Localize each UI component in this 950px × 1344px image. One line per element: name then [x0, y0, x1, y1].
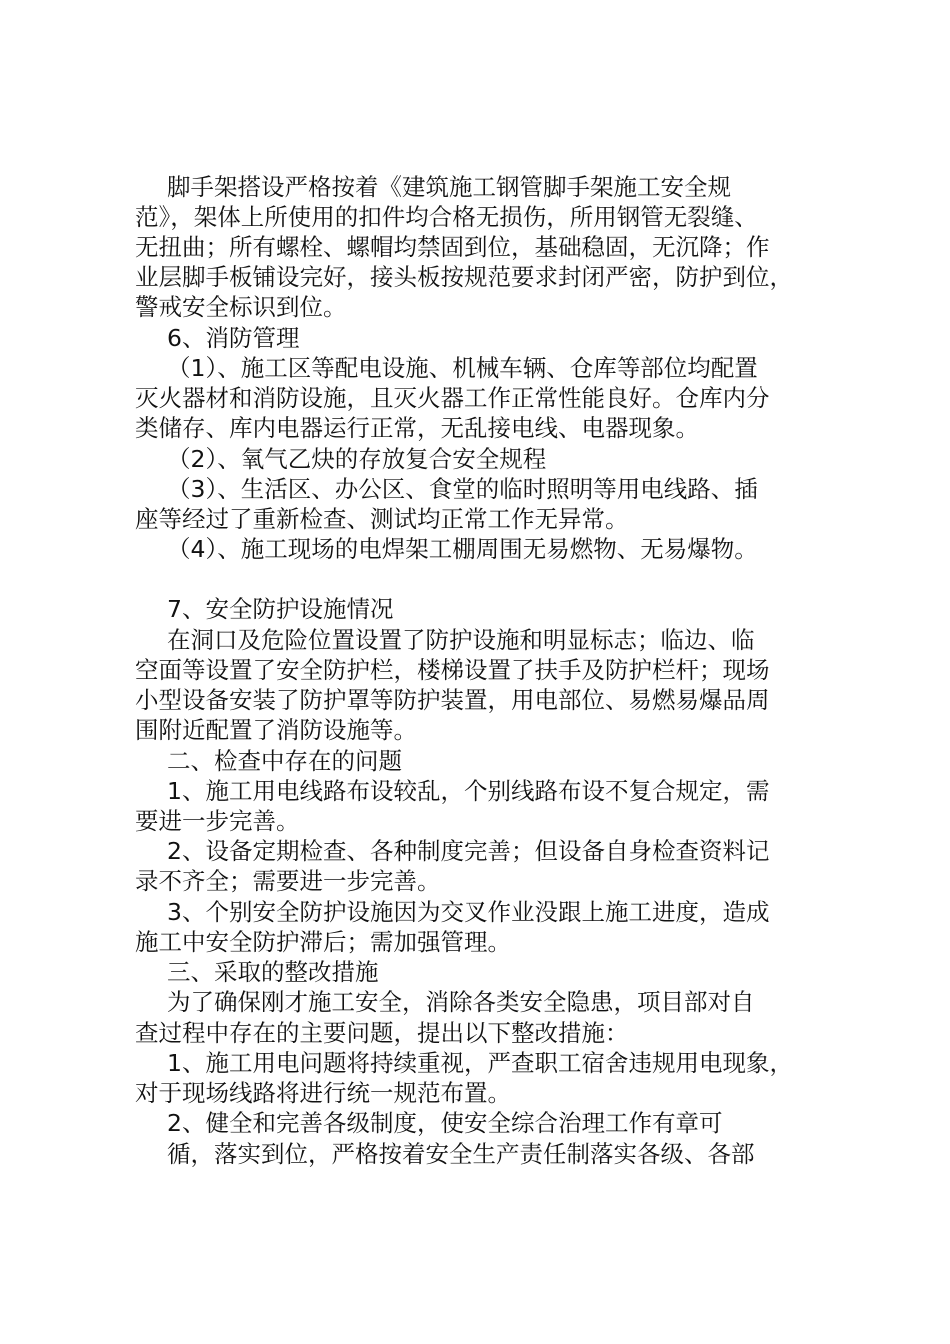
text-line: 灭火器材和消防设施，且灭火器工作正常性能良好。仓库内分: [135, 384, 770, 412]
text-line: 警戒安全标识到位。: [135, 293, 347, 321]
text-line: （4）、施工现场的电焊架工棚周围无易燃物、无易爆物。: [167, 535, 758, 563]
text-line: 类储存、库内电器运行正常，无乱接电线、电器现象。: [135, 414, 699, 442]
text-line: 1、施工用电线路布设较乱，个别线路布设不复合规定，需: [167, 777, 770, 805]
text-line: 在洞口及危险位置设置了防护设施和明显标志；临边、临: [167, 626, 755, 654]
section-heading: 二、检查中存在的问题: [167, 747, 402, 775]
section-heading: 6、消防管理: [167, 324, 300, 352]
text-line: 对于现场线路将进行统一规范布置。: [135, 1079, 511, 1107]
text-line: 录不齐全；需要进一步完善。: [135, 867, 441, 895]
text-line: 小型设备安装了防护罩等防护装置，用电部位、易燃易爆品周: [135, 686, 770, 714]
text-line: 施工中安全防护滞后；需加强管理。: [135, 928, 511, 956]
text-line: （1）、施工区等配电设施、机械车辆、仓库等部位均配置: [167, 354, 758, 382]
text-line: 无扭曲；所有螺栓、螺帽均禁固到位，基础稳固，无沉降；作: [135, 233, 770, 261]
text-line: 围附近配置了消防设施等。: [135, 716, 417, 744]
text-line: 循，落实到位，严格按着安全生产责任制落实各级、各部: [167, 1140, 755, 1168]
text-line: 3、个别安全防护设施因为交叉作业没跟上施工进度，造成: [167, 898, 770, 926]
text-line: 1、施工用电问题将持续重视，严查职工宿舍违规用电现象，: [167, 1049, 793, 1077]
text-line: 范》，架体上所使用的扣件均合格无损伤，所用钢管无裂缝、: [135, 203, 758, 231]
text-line: （2）、氧气乙炔的存放复合安全规程: [167, 445, 547, 473]
text-line: 座等经过了重新检查、测试均正常工作无异常。: [135, 505, 629, 533]
section-heading: 7、安全防护设施情况: [167, 595, 394, 623]
text-line: 脚手架搭设严格按着《建筑施工钢管脚手架施工安全规: [167, 173, 731, 201]
text-line: 空面等设置了安全防护栏，楼梯设置了扶手及防护栏杆；现场: [135, 656, 770, 684]
text-line: 查过程中存在的主要问题，提出以下整改措施：: [135, 1019, 629, 1047]
section-heading: 三、采取的整改措施: [167, 958, 379, 986]
text-line: 2、健全和完善各级制度，使安全综合治理工作有章可: [167, 1109, 723, 1137]
text-line: 为了确保刚才施工安全，消除各类安全隐患，项目部对自: [167, 988, 755, 1016]
text-line: 要进一步完善。: [135, 807, 300, 835]
text-line: （3）、生活区、办公区、食堂的临时照明等用电线路、插: [167, 475, 758, 503]
text-line: 2、设备定期检查、各种制度完善；但设备自身检查资料记: [167, 837, 770, 865]
text-line: 业层脚手板铺设完好，接头板按规范要求封闭严密，防护到位，: [135, 263, 793, 291]
